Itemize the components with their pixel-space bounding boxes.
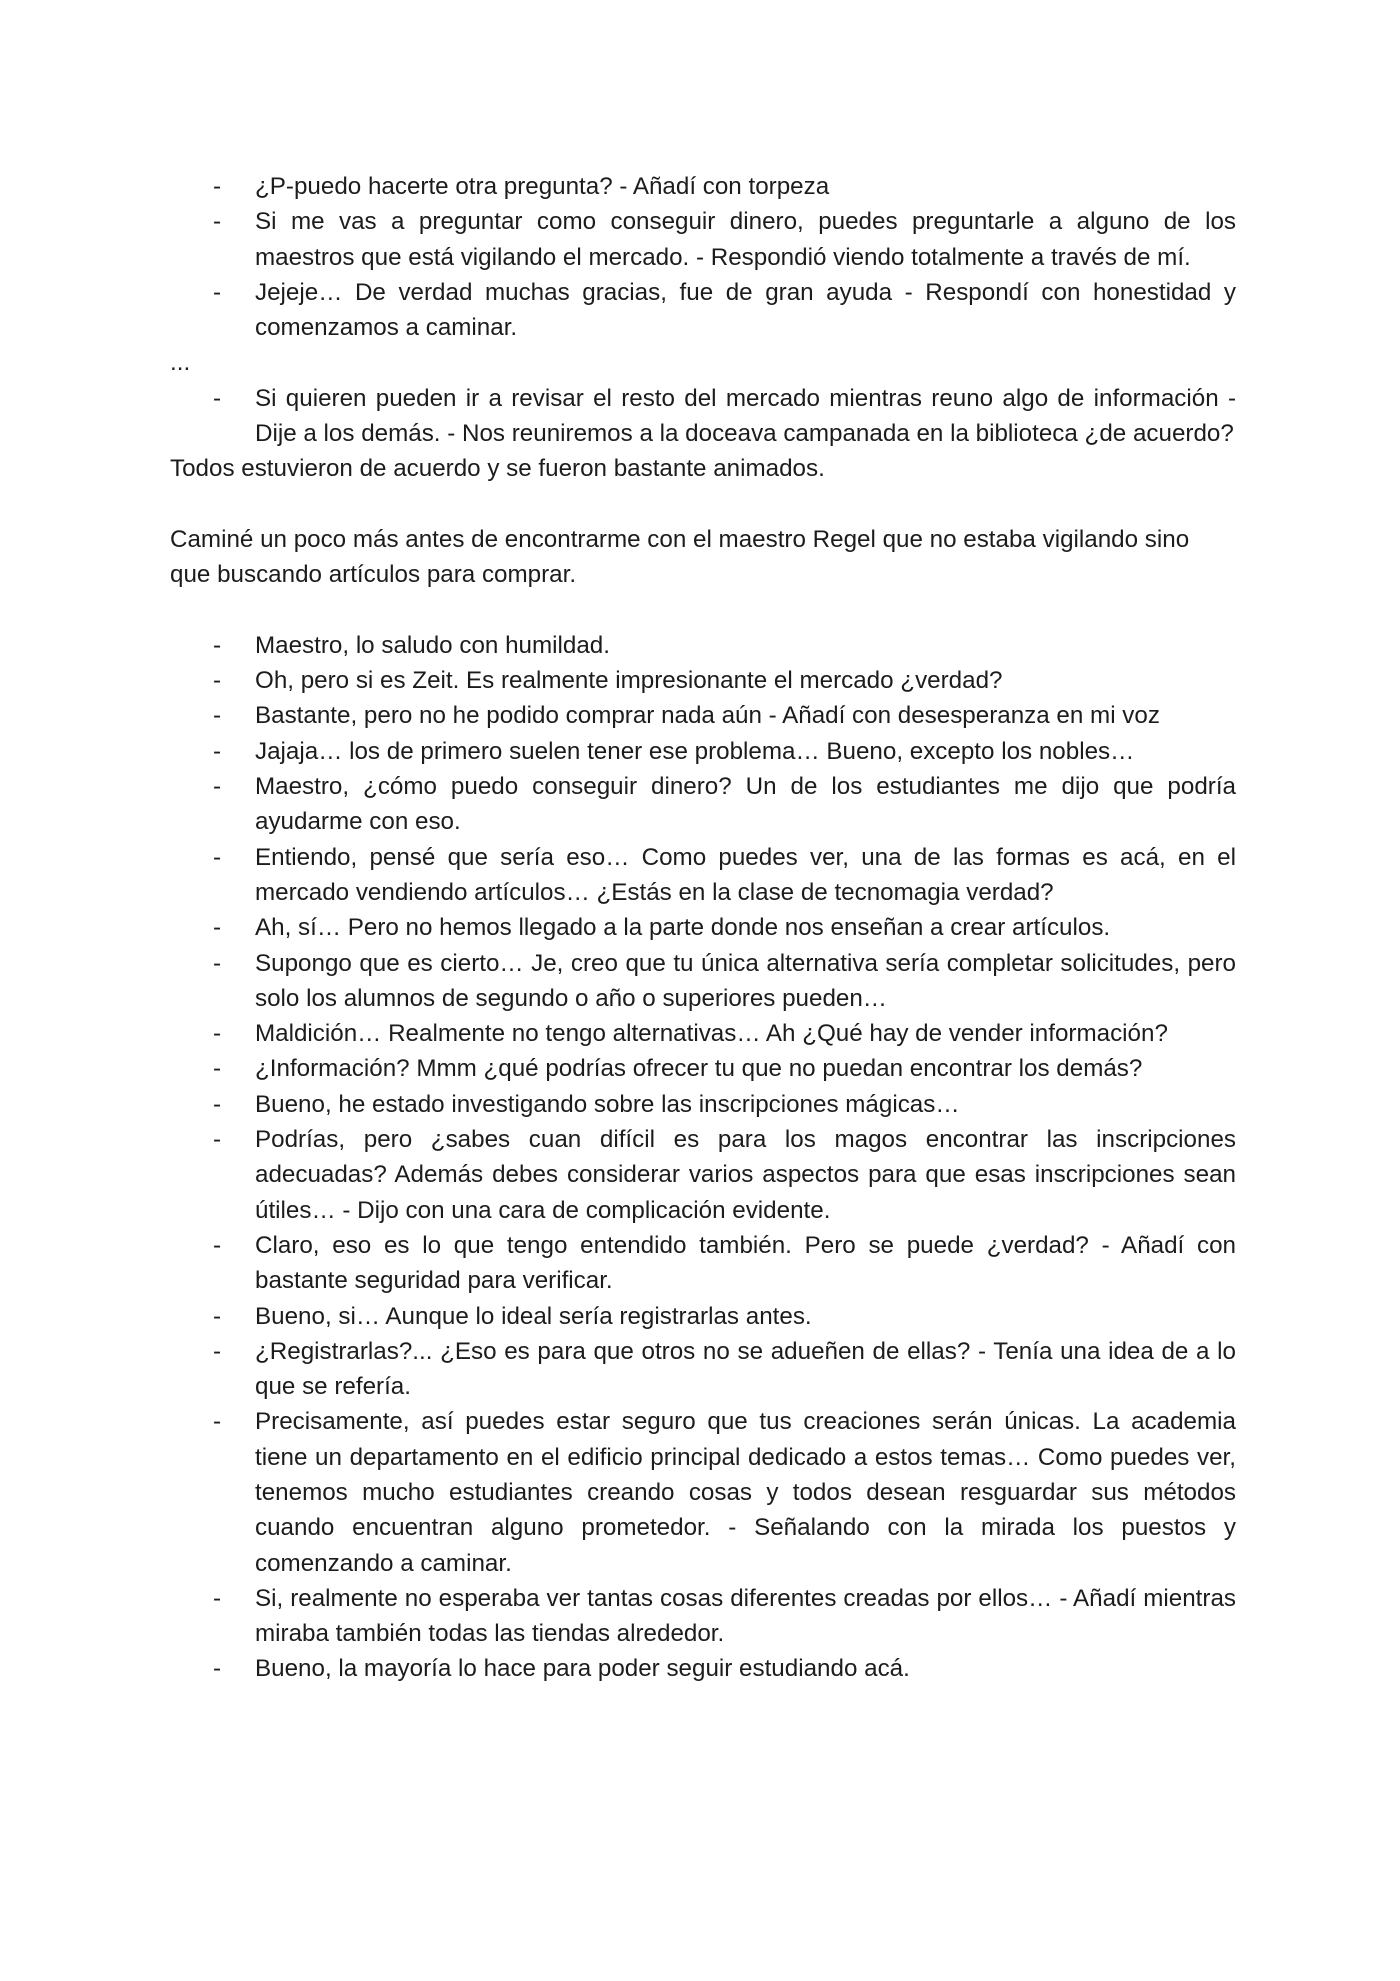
dialogue-text: Precisamente, así puedes estar seguro que tus creaciones serán únicas. La academia tiene un departamento en el edificio principal dedicado a estos temas… Como puedes ver, tenemos mucho estudiantes creando cosas y todos desean resguardar sus métodos cuando encuentran alguno prometedor. - Señalando con la mirada los puestos y comenzando a caminar. <box>255 1408 1236 1577</box>
paragraph-spacer <box>170 593 1236 628</box>
dialogue-line <box>170 1051 1236 1086</box>
dialogue-dash: - <box>213 773 222 801</box>
dialogue-dash: - <box>213 208 222 236</box>
dialogue-line <box>170 698 1236 733</box>
dialogue-dash: - <box>213 949 222 977</box>
dialogue-dash: - <box>213 1408 222 1436</box>
dialogue-text: Supongo que es cierto… Je, creo que tu única alternativa sería completar solicitudes, pero solo los alumnos de segundo o año o superiores pueden… <box>255 949 1236 1012</box>
dialogue-dash: - <box>213 1584 222 1612</box>
dialogue-text: Bastante, pero no he podido comprar nada aún - Añadí con desesperanza en mi voz <box>255 702 1160 730</box>
dialogue-line <box>170 1016 1236 1051</box>
dialogue-line <box>170 734 1236 769</box>
dialogue-dash: - <box>213 384 222 412</box>
paragraph-spacer <box>170 487 1236 522</box>
dialogue-line <box>170 910 1236 945</box>
dialogue-dash: - <box>213 631 222 659</box>
dialogue-text: Si me vas a preguntar como conseguir dinero, puedes preguntarle a alguno de los maestros que está vigilando el mercado. - Respondió viendo totalmente a través de mí. <box>255 208 1236 271</box>
dialogue-text: Si quieren pueden ir a revisar el resto del mercado mientras reuno algo de información - Dije a los demás. - Nos reuniremos a la doceava campanada en la biblioteca ¿de acuerdo? <box>255 384 1236 448</box>
dialogue-line <box>170 840 1236 911</box>
dialogue-line <box>170 1651 1236 1686</box>
dialogue-line <box>170 946 1236 1017</box>
dialogue-dash: - <box>213 914 222 942</box>
dialogue-dash: - <box>213 843 222 871</box>
dialogue-text: Podrías, pero ¿sabes cuan difícil es para los magos encontrar las inscripciones adecuadas? Además debes considerar varios aspectos para que esas inscripciones sean útiles… - Dijo con una cara de complicación evidente. <box>255 1126 1236 1224</box>
dialogue-line <box>170 1087 1236 1122</box>
dialogue-text: ¿Registrarlas?... ¿Eso es para que otros no se adueñen de ellas? - Tenía una idea de a lo que se refería. <box>255 1337 1236 1401</box>
dialogue-text: Bueno, si… Aunque lo ideal sería registrarlas antes. <box>255 1302 812 1330</box>
dialogue-text: Claro, eso es lo que tengo entendido también. Pero se puede ¿verdad? - Añadí con bastante seguridad para verificar. <box>255 1231 1236 1295</box>
dialogue-dash: - <box>213 1302 222 1330</box>
dialogue-dash: - <box>213 1020 222 1048</box>
dialogue-dash: - <box>213 278 222 306</box>
dialogue-text: Maestro, lo saludo con humildad. <box>255 631 610 659</box>
dialogue-line <box>170 381 1236 452</box>
dialogue-text: ¿P-puedo hacerte otra pregunta? - Añadí con torpeza <box>255 173 830 200</box>
dialogue-line <box>170 169 1236 204</box>
dialogue-dash: - <box>213 1090 222 1118</box>
narrative-paragraph: ... <box>170 349 191 377</box>
dialogue-text: ¿Información? Mmm ¿qué podrías ofrecer tu que no puedan encontrar los demás? <box>255 1055 1143 1083</box>
dialogue-dash: - <box>213 173 222 200</box>
dialogue-text: Si, realmente no esperaba ver tantas cosas diferentes creadas por ellos… - Añadí mientras miraba también todas las tiendas alrededor. <box>255 1584 1236 1648</box>
dialogue-dash: - <box>213 1055 222 1083</box>
dialogue-dash: - <box>213 667 222 695</box>
dialogue-text: Ah, sí… Pero no hemos llegado a la parte donde nos enseñan a crear artículos. <box>255 914 1111 942</box>
dialogue-line <box>170 663 1236 698</box>
dialogue-dash: - <box>213 1126 222 1154</box>
dialogue-line <box>170 1404 1236 1580</box>
dialogue-text: Oh, pero si es Zeit. Es realmente impresionante el mercado ¿verdad? <box>255 667 1003 695</box>
dialogue-text: Entiendo, pensé que sería eso… Como puedes ver, una de las formas es acá, en el mercado vendiendo artículos… ¿Estás en la clase de tecnomagia verdad? <box>255 843 1236 906</box>
dialogue-dash: - <box>213 1337 222 1365</box>
dialogue-dash: - <box>213 737 222 765</box>
dialogue-line <box>170 769 1236 840</box>
dialogue-line <box>170 1334 1236 1405</box>
dialogue-dash: - <box>213 1655 222 1683</box>
dialogue-dash: - <box>213 702 222 730</box>
dialogue-line <box>170 628 1236 663</box>
dialogue-text: Maestro, ¿cómo puedo conseguir dinero? Un de los estudiantes me dijo que podría ayudarme con eso. <box>255 773 1236 836</box>
dialogue-line <box>170 275 1236 346</box>
dialogue-line <box>170 1122 1236 1228</box>
document-body <box>170 169 1236 1687</box>
dialogue-dash: - <box>213 1231 222 1259</box>
dialogue-line <box>170 1299 1236 1334</box>
dialogue-text: Jajaja… los de primero suelen tener ese problema… Bueno, excepto los nobles… <box>255 737 1135 765</box>
dialogue-text: Jejeje… De verdad muchas gracias, fue de gran ayuda - Respondí con honestidad y comenzamos a caminar. <box>255 278 1236 342</box>
dialogue-line <box>170 204 1236 275</box>
dialogue-text: Maldición… Realmente no tengo alternativas… Ah ¿Qué hay de vender información? <box>255 1020 1168 1048</box>
dialogue-line <box>170 1228 1236 1299</box>
dialogue-line <box>170 1581 1236 1652</box>
narrative-paragraph: Todos estuvieron de acuerdo y se fueron bastante animados. <box>170 455 825 483</box>
dialogue-text: Bueno, la mayoría lo hace para poder seguir estudiando acá. <box>255 1655 910 1683</box>
narrative-paragraph: Caminé un poco más antes de encontrarme con el maestro Regel que no estaba vigilando sino que buscando artículos para comprar. <box>170 525 1190 589</box>
dialogue-text: Bueno, he estado investigando sobre las inscripciones mágicas… <box>255 1090 960 1118</box>
